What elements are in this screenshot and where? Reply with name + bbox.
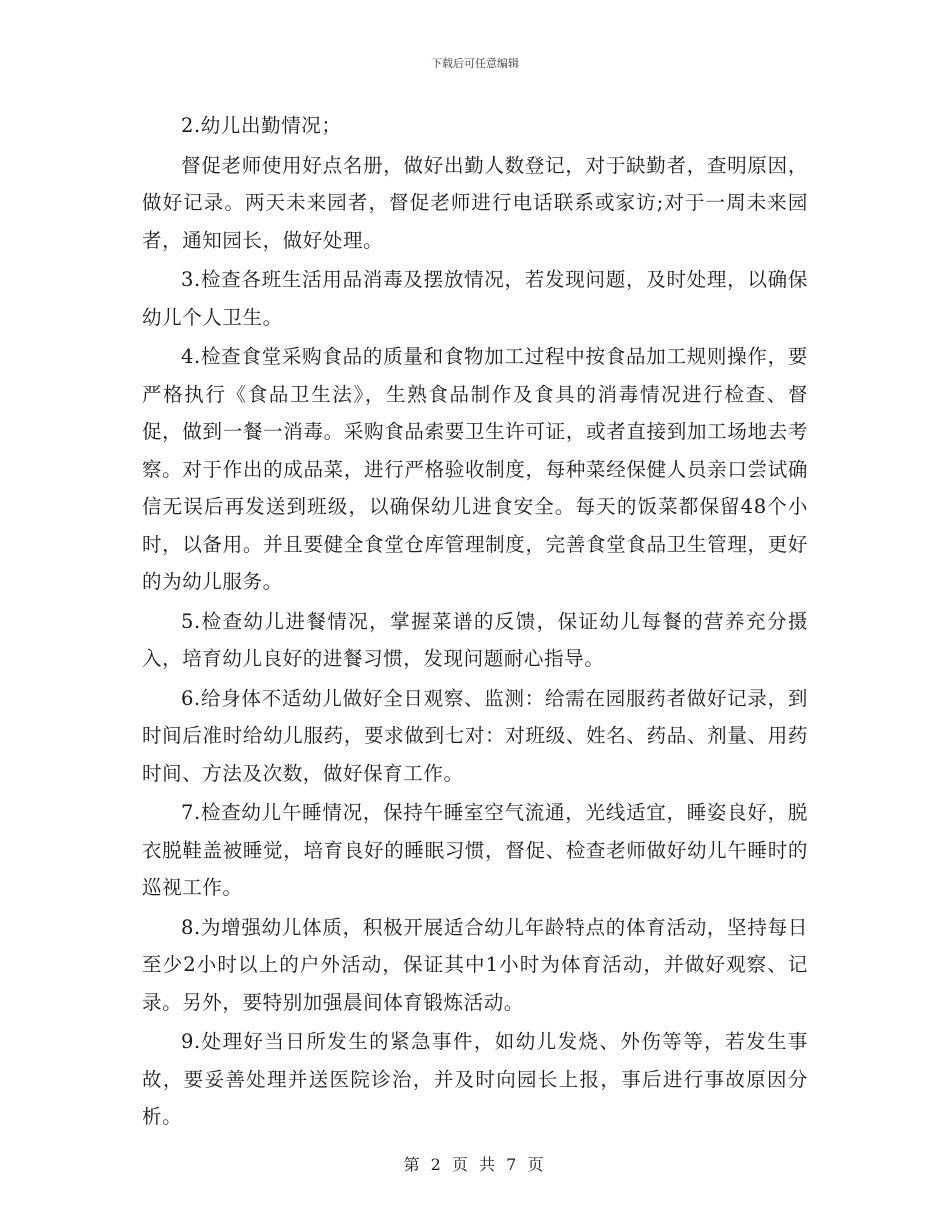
paragraph-attendance: 督促老师使用好点名册，做好出勤人数登记，对于缺勤者，查明原因，做好记录。两天未来园者，督促老师进行电话联系或家访;对于一周未来园者，通知园长，做好处理。 [142,153,808,252]
page-header: 下载后可任意编辑 [431,57,519,70]
document-body [142,107,808,1138]
paragraph-item-4: 4.检查食堂采购食品的质量和食物加工过程中按食品加工规则操作，要严格执行《食品卫生法》，生熟食品制作及食具的消毒情况进行检查、督促，做到一餐一消毒。采购食品索要卫生许可证，或者直接到加工场地去考察。对于作出的成品菜，进行严格验收制度，每种菜经保健人员亲口尝试确信无误后再发送到班级，以确保幼儿进食安全。每天的饭菜都保留48个小时，以备用。并且要健全食堂仓库管理制度，完善食堂食品卫生管理，更好的为幼儿服务。 [142,345,808,593]
paragraph-item-5: 5.检查幼儿进餐情况，掌握菜谱的反馈，保证幼儿每餐的营养充分摄入，培育幼儿良好的进餐习惯，发现问题耐心指导。 [142,609,808,670]
paragraph-item-9: 9.处理好当日所发生的紧急事件，如幼儿发烧、外伤等等，若发生事故，要妥善处理并送医院诊治，并及时向园长上报，事后进行事故原因分析。 [142,1030,808,1128]
paragraph-item-6: 6.给身体不适幼儿做好全日观察、监测：给需在园服药者做好记录，到时间后准时给幼儿服药，要求做到七对：对班级、姓名、药品、剂量、用药时间、方法及次数，做好保育工作。 [142,686,808,785]
paragraph-item-8: 8.为增强幼儿体质，积极开展适合幼儿年龄特点的体育活动，坚持每日至少2小时以上的户外活动，保证其中1小时为体育活动，并做好观察、记录。另外，要特别加强晨间体育锻炼活动。 [142,915,808,1014]
page-number-footer: 第 2 页 共 7 页 [403,1155,547,1174]
paragraph-item-3: 3.检查各班生活用品消毒及摆放情况，若发现问题，及时处理，以确保幼儿个人卫生。 [142,268,808,329]
paragraph-item-7: 7.检查幼儿午睡情况，保持午睡室空气流通，光线适宜，睡姿良好，脱衣脱鞋盖被睡觉，培育良好的睡眠习惯，督促、检查老师做好幼儿午睡时的巡视工作。 [142,801,808,899]
paragraph-attendance-heading: 2.幼儿出勤情况； [181,114,342,137]
